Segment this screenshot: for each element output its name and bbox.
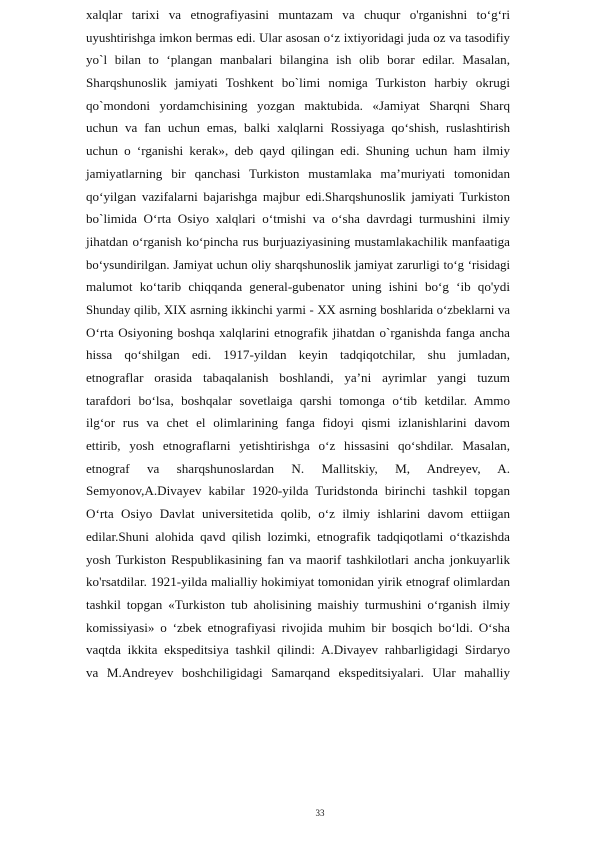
text-line: Shunday qilib, XIX asrning ikkinchi yarmi - XX asrning boshlarida o‘zbeklarni va <box>86 302 510 317</box>
text-line: uchun o ‘rganishi kerak», deb qayd qilingan edi. Shuning uchun ham ilmiy <box>86 143 510 159</box>
text-line: ilg‘or rus va chet el olimlarining fanga fidoyi qismi izlanishlarini davom <box>86 415 510 431</box>
text-line: tarafdori bo‘lsa, boshqalar sovetlaiga qarshi tomonga o‘tib ketdilar. Ammo <box>86 392 510 408</box>
text-line: malumot ko‘tarib chiqqanda general-gubenator uning ishini bo‘g ‘ib qo'ydi <box>86 279 510 295</box>
text-line: yo`l bilan to ‘plangan manbalari bilangina ish olib borar edilar. Masalan, <box>86 52 510 68</box>
text-line: bo‘ysundirilgan. Jamiyat uchun oliy sharqshunoslik jamiyat zarurligi to‘g ‘risidagi <box>86 257 510 272</box>
text-line: tashkil topgan «Turkiston tub aholisining maishiy turmushini o‘rganish ilmiy <box>86 596 510 612</box>
text-line: ko'rsatdilar. 1921-yilda malialliy hokimiyat tomonidan yirik etnograf olimlardan <box>86 574 510 590</box>
text-line: O‘rta Osiyo Davlat universitetida qolib, o‘z ilmiy ishlarini davom ettiigan <box>86 506 510 522</box>
text-line: hissa qo‘shilgan edi. 1917-yildan keyin tadqiqotchilar, shu jumladan, <box>86 347 510 363</box>
text-line: edilar.Shuni alohida qavd qilish lozimki, etnografik tadqiqotlami o‘tkazishda <box>86 528 510 544</box>
body-text <box>86 4 510 685</box>
text-line: komissiyasi» o ‘zbek etnografiyasi rivojida muhim bir bosqich bo‘ldi. O‘sha <box>86 619 510 635</box>
text-line: jihatdan o‘rganish ko‘pincha rus burjuaziyasining mustamlakachilik manfaatiga <box>86 233 510 249</box>
text-line: jamiyatlarning bir qanchasi Turkiston mustamlaka ma’muriyati tomonidan <box>86 165 510 181</box>
text-line: O‘rta Osiyoning boshqa xalqlarini etnografik jihatdan o`rganishda fanga ancha <box>86 324 510 340</box>
text-line: vaqtda ikkita ekspeditsiya tashkil qilindi: A.Divayev rahbarligidagi Sirdaryo <box>86 642 510 658</box>
text-line: etnograf va sharqshunoslardan N. Mallitskiy, M, Andreyev, A. <box>86 460 510 476</box>
text-line: uchun va fan uchun emas, balki xalqlarni Rossiyaga qo‘shish, ruslashtirish <box>86 120 510 136</box>
text-line: va M.Andreyev boshchiligidagi Samarqand ekspeditsiyalari. Ular mahalliy <box>86 664 510 680</box>
text-line: xalqlar tarixi va etnografiyasini muntazam va chuqur o'rganishni to‘g‘ri <box>86 7 510 22</box>
text-line: etnograflar orasida tabaqalanish boshlandi, ya’ni ayrimlar yangi tuzum <box>86 370 510 385</box>
text-line: bo`limida O‘rta Osiyo xalqlari o‘tmishi va o‘sha davrdagi turmushini ilmiy <box>86 211 510 227</box>
text-line: qo`mondoni yordamchisining yozgan maktubida. «Jamiyat Sharqni Sharq <box>86 97 510 113</box>
text-line: yosh Turkiston Respublikasining fan va maorif tashkilotlari ancha jonkuyarlik <box>86 551 510 567</box>
text-line: qo‘yilgan vazifalarni bajarishga majbur edi.Sharqshunoslik jamiyati Turkiston <box>86 188 510 204</box>
text-line: Sharqshunoslik jamiyati Toshkent bo`limi nomiga Turkiston harbiy okrugi <box>86 75 510 91</box>
text-line: ettirib, yosh etnograflarni yetishtirishga o‘z hissasini qo‘shdilar. Masalan, <box>86 438 510 454</box>
page-number: 33 <box>315 808 325 818</box>
text-line: uyushtirishga imkon bermas edi. Ular asosan o‘z ixtiyoridagi juda oz va tasodifiy <box>86 30 510 45</box>
text-line: Semyonov,A.Divayev kabilar 1920-yilda Turidstonda birinchi tashkil topgan <box>86 483 510 499</box>
